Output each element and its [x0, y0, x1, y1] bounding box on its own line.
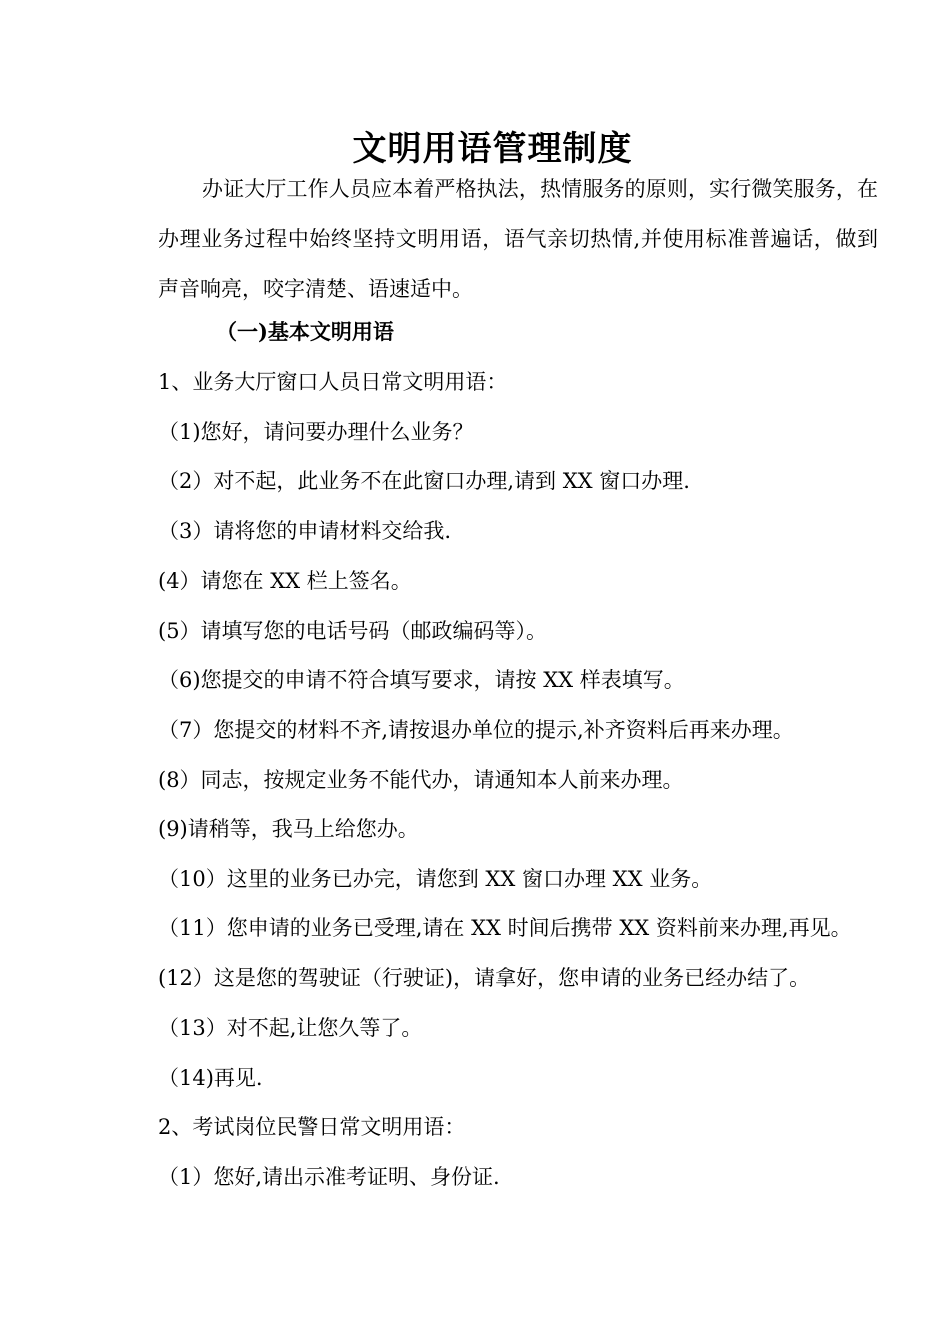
section-heading: （一)基本文明用语 [216, 319, 394, 344]
list-item: （3）请将您的申请材料交给我. [158, 519, 452, 543]
list-item: （1）您好,请出示准考证明、身份证. [158, 1165, 500, 1189]
list-item: (4）请您在 XX 栏上签名。 [158, 569, 412, 593]
list-item: (9)请稍等，我马上给您办。 [158, 817, 419, 841]
subsection-heading-1: 1、业务大厅窗口人员日常文明用语： [158, 370, 508, 394]
list-item: （7）您提交的材料不齐,请按退办单位的提示,补齐资料后再来办理。 [158, 718, 794, 742]
list-item: （1)您好，请问要办理什么业务？ [158, 420, 474, 444]
list-item: （14)再见. [158, 1066, 263, 1090]
list-item: （10）这里的业务已办完，请您到 XX 窗口办理 XX 业务。 [158, 867, 713, 891]
intro-paragraph: 办证大厅工作人员应本着严格执法，热情服务的原则，实行微笑服务，在办理业务过程中始终坚持文明用语，语气亲切热情,并使用标准普遍话，做到声音响亮，咬字清楚、语速适中。 [158, 177, 878, 301]
list-item: （13）对不起,让您久等了。 [158, 1016, 423, 1040]
list-item: (8）同志，按规定业务不能代办，请通知本人前来办理。 [158, 768, 684, 792]
list-item: (12）这是您的驾驶证（行驶证)，请拿好，您申请的业务已经办结了。 [158, 966, 811, 990]
subsection-heading-2: 2、考试岗位民警日常文明用语： [158, 1115, 466, 1139]
list-item: (5）请填写您的电话号码（邮政编码等）。 [158, 619, 548, 643]
list-item: （2）对不起，此业务不在此窗口办理,请到 XX 窗口办理. [158, 469, 690, 493]
document-title: 文明用语管理制度 [352, 129, 633, 169]
list-item: （6)您提交的申请不符合填写要求，请按 XX 样表填写。 [158, 668, 685, 692]
list-item: （11）您申请的业务已受理,请在 XX 时间后携带 XX 资料前来办理,再见。 [158, 916, 852, 940]
